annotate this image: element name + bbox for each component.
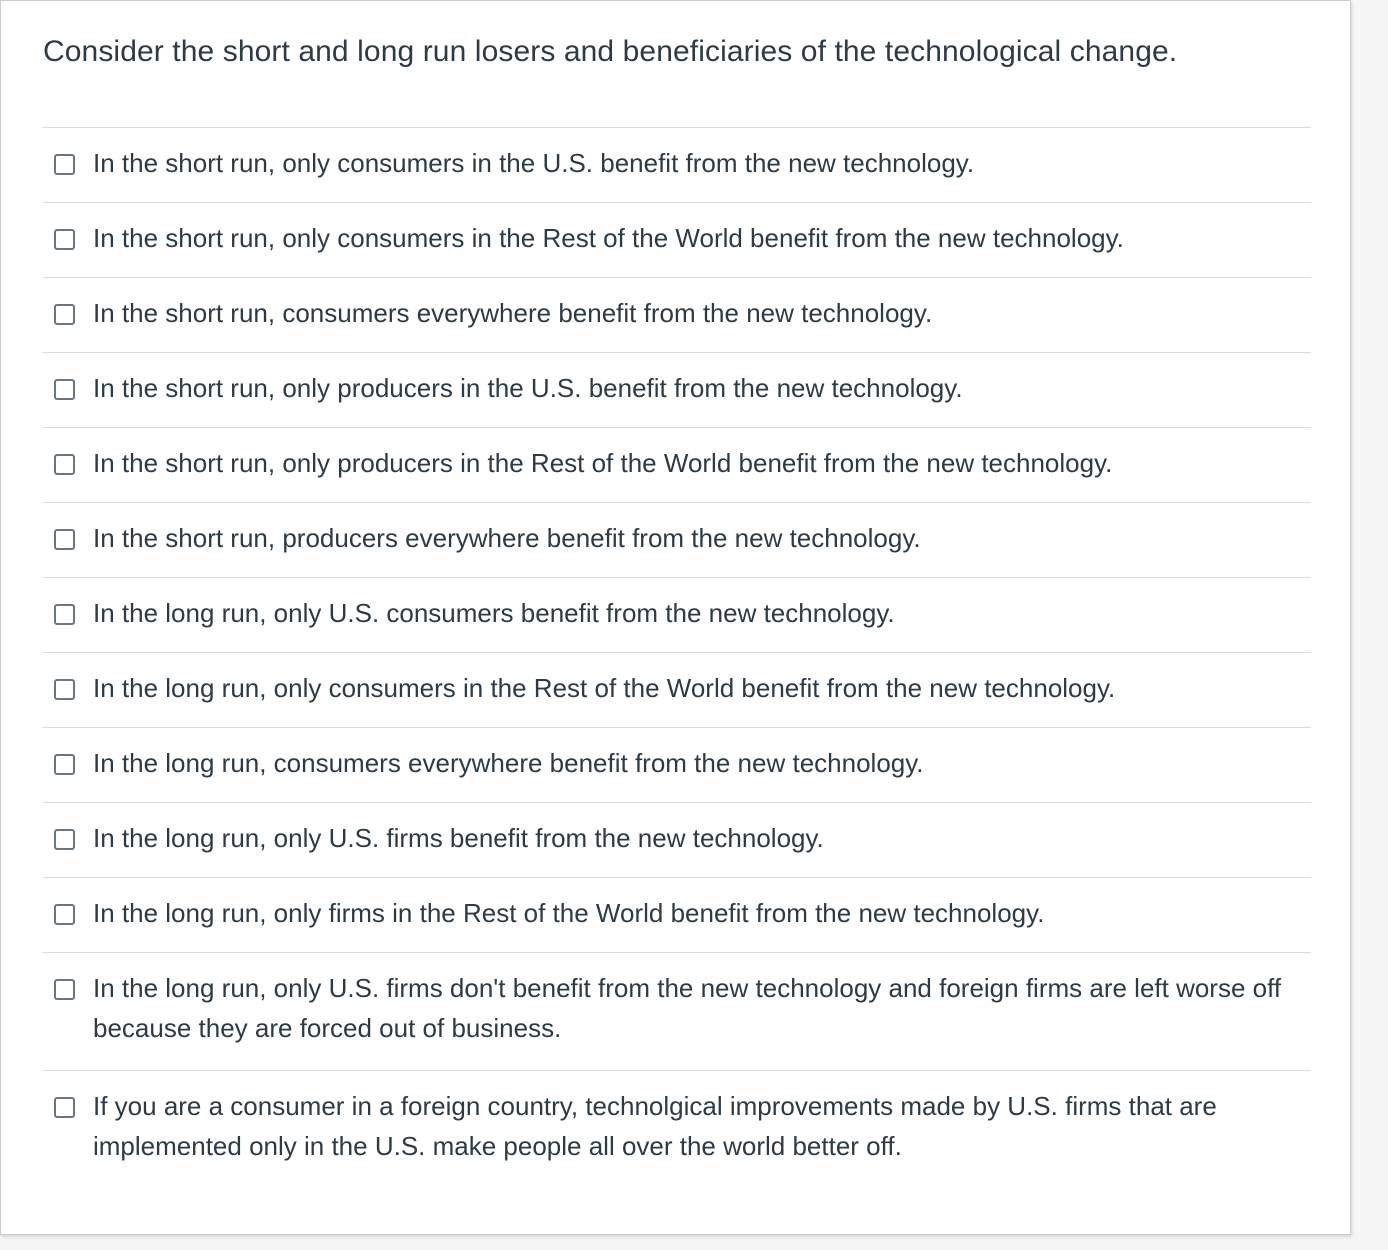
answer-label[interactable]: In the long run, only consumers in the Rest of the World benefit from the new technology. <box>93 673 1116 703</box>
answer-label[interactable]: In the long run, only firms in the Rest of the World benefit from the new technology. <box>93 898 1045 928</box>
answer-option-2[interactable] <box>43 203 1311 278</box>
answer-option-5[interactable] <box>43 428 1311 503</box>
answer-label[interactable]: In the short run, producers everywhere benefit from the new technology. <box>93 523 921 553</box>
checkbox[interactable] <box>54 1097 75 1118</box>
answer-label[interactable]: In the short run, only producers in the Rest of the World benefit from the new technology. <box>93 448 1113 478</box>
answer-label[interactable]: In the long run, only U.S. firms benefit from the new technology. <box>93 823 824 853</box>
answer-label[interactable]: In the short run, only producers in the U.S. benefit from the new technology. <box>93 373 963 403</box>
answer-label[interactable]: In the short run, only consumers in the U.S. benefit from the new technology. <box>93 148 975 178</box>
answer-option-4[interactable] <box>43 353 1311 428</box>
answer-label[interactable]: In the long run, consumers everywhere benefit from the new technology. <box>93 748 924 778</box>
checkbox[interactable] <box>54 529 75 550</box>
checkbox[interactable] <box>54 379 75 400</box>
checkbox[interactable] <box>54 229 75 250</box>
answer-label[interactable]: In the short run, consumers everywhere benefit from the new technology. <box>93 298 933 328</box>
checkbox[interactable] <box>54 454 75 475</box>
answer-label[interactable]: In the short run, only consumers in the Rest of the World benefit from the new technology. <box>93 223 1124 253</box>
answer-option-1[interactable] <box>43 128 1311 203</box>
answer-list <box>43 127 1311 1188</box>
answer-label[interactable]: In the long run, only U.S. firms don't benefit from the new technology and foreign firms are left worse off because they are forced out of business. <box>93 973 1282 1043</box>
checkbox[interactable] <box>54 154 75 175</box>
checkbox[interactable] <box>54 679 75 700</box>
checkbox[interactable] <box>54 979 75 1000</box>
answer-label[interactable]: If you are a consumer in a foreign country, technolgical improvements made by U.S. firms that are implemented only in the U.S. make people all over the world better off. <box>93 1091 1217 1161</box>
checkbox[interactable] <box>54 904 75 925</box>
answer-option-6[interactable] <box>43 503 1311 578</box>
answer-option-8[interactable] <box>43 653 1311 728</box>
checkbox[interactable] <box>54 829 75 850</box>
question-text: Consider the short and long run losers and beneficiaries of the technological change. <box>43 35 1178 68</box>
checkbox[interactable] <box>54 604 75 625</box>
answer-option-11[interactable] <box>43 878 1311 953</box>
answer-option-7[interactable] <box>43 578 1311 653</box>
answer-option-10[interactable] <box>43 803 1311 878</box>
answer-option-3[interactable] <box>43 278 1311 353</box>
answer-label[interactable]: In the long run, only U.S. consumers benefit from the new technology. <box>93 598 895 628</box>
answer-option-13[interactable] <box>43 1071 1311 1188</box>
answer-option-9[interactable] <box>43 728 1311 803</box>
checkbox[interactable] <box>54 754 75 775</box>
answer-option-12[interactable] <box>43 953 1311 1071</box>
checkbox[interactable] <box>54 304 75 325</box>
